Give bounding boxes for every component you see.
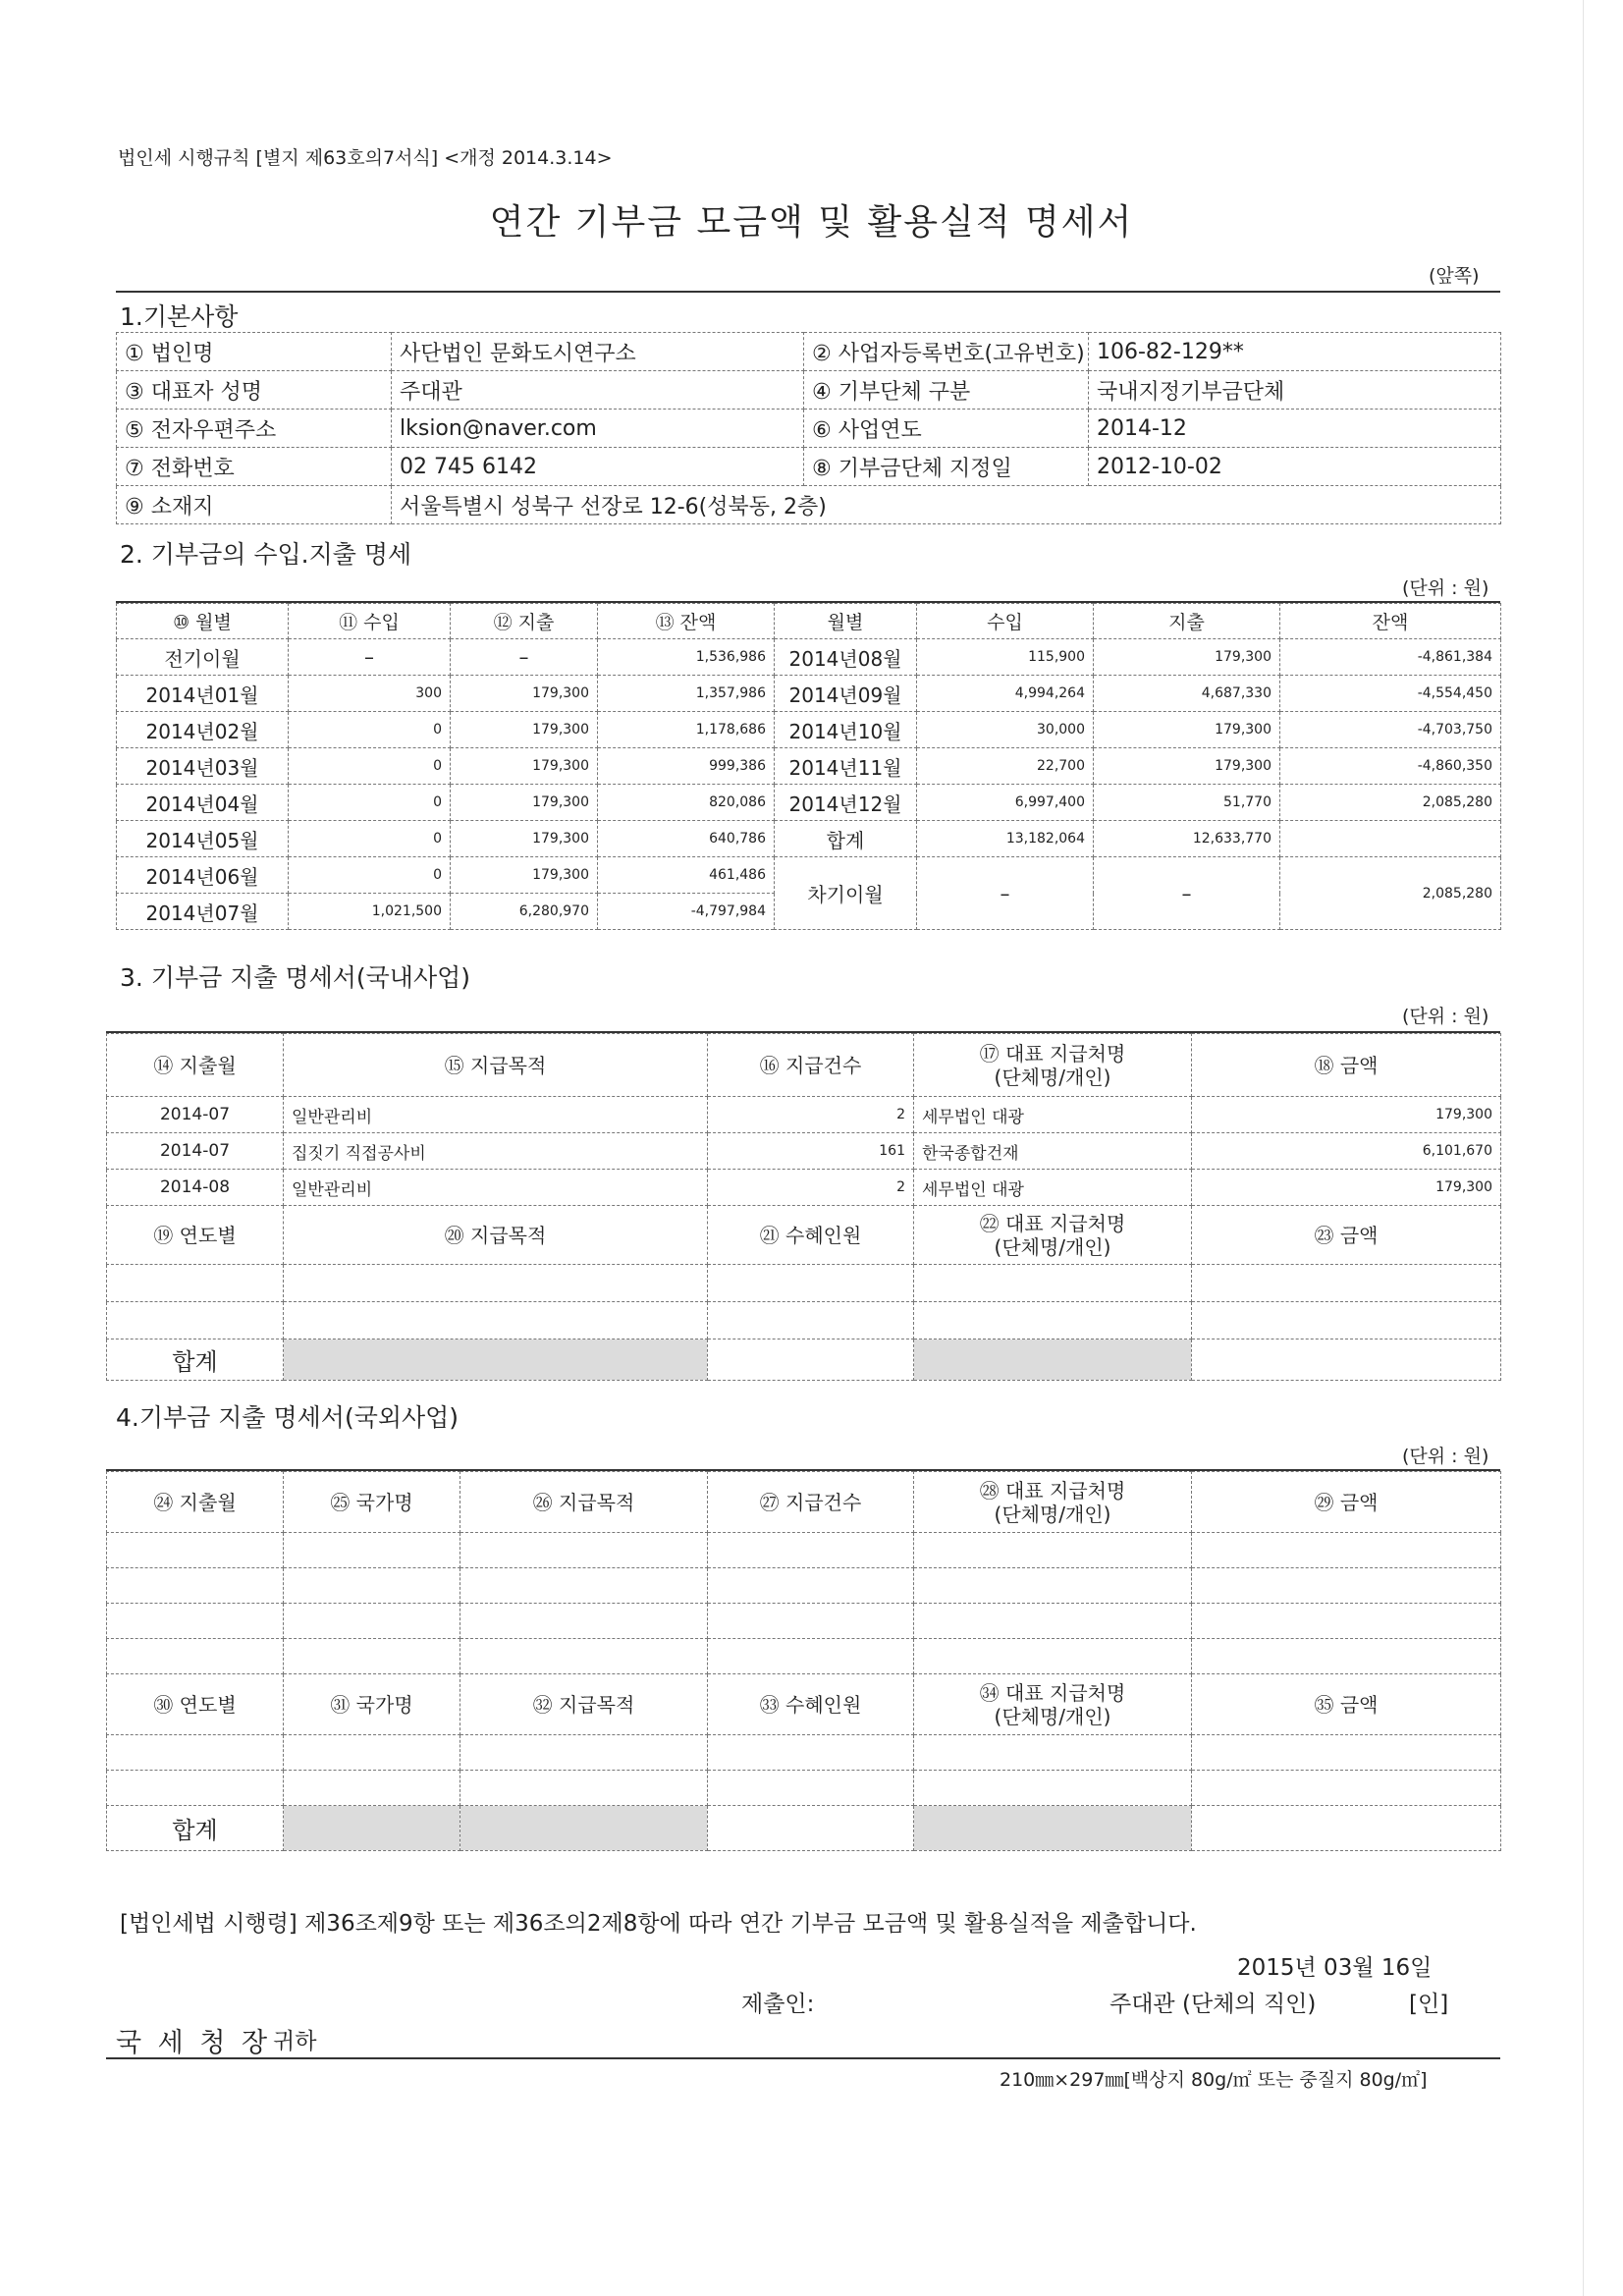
balance-cell: 1,536,986	[598, 639, 775, 676]
empty-cell	[1192, 1302, 1501, 1339]
payee-header: ㉞ 대표 지급처명	[979, 1680, 1126, 1705]
page-title: 연간 기부금 모금액 및 활용실적 명세서	[489, 202, 1134, 243]
balance-cell: 2,085,280	[1280, 785, 1501, 821]
paper-spec: 210㎜×297㎜[백상지 80g/㎡ 또는 중질지 80g/㎡]	[1000, 2069, 1428, 2091]
amount-cell: 6,101,670	[1192, 1133, 1501, 1170]
income-cell: 0	[289, 857, 451, 894]
empty-cell	[708, 1771, 914, 1806]
payee-cell: 세무법인 대광	[914, 1097, 1192, 1133]
expense-cell: 179,300	[451, 785, 598, 821]
empty-cell	[708, 1639, 914, 1674]
carry-forward-income: –	[917, 857, 1094, 930]
empty-cell	[1192, 1806, 1501, 1851]
field-value: lksion@naver.com	[392, 410, 804, 448]
section1-heading: 1.기본사항	[120, 302, 239, 331]
total-income: 13,182,064	[917, 821, 1094, 857]
field-value: 사단법인 문화도시연구소	[392, 333, 804, 371]
empty-cell	[708, 1568, 914, 1604]
empty-cell	[1192, 1339, 1501, 1381]
seal-mark: [인]	[1409, 1992, 1449, 2017]
expense-cell: 179,300	[1094, 639, 1280, 676]
col-header: ㉛ 국가명	[284, 1674, 460, 1735]
empty-cell	[107, 1302, 284, 1339]
empty-cell	[107, 1735, 284, 1771]
table-row	[117, 857, 1501, 894]
col-header	[914, 1472, 1192, 1533]
col-header: ㉗ 지급건수	[708, 1472, 914, 1533]
income-cell: 300	[289, 676, 451, 712]
unit-label: (단위 : 원)	[1402, 1006, 1489, 1027]
empty-cell	[284, 1735, 460, 1771]
payee-cell: 한국종합건재	[914, 1133, 1192, 1170]
field-label: ⑤ 전자우편주소	[117, 410, 392, 448]
field-value: 106-82-129**	[1089, 333, 1501, 371]
balance-cell: -4,861,384	[1280, 639, 1501, 676]
empty-cell	[284, 1639, 460, 1674]
col-header: 수입	[917, 604, 1094, 639]
empty-cell	[914, 1639, 1192, 1674]
col-header: ㉖ 지급목적	[460, 1472, 708, 1533]
payee-cell: 세무법인 대광	[914, 1170, 1192, 1206]
income-cell: 0	[289, 821, 451, 857]
empty-cell	[914, 1533, 1192, 1568]
empty-cell	[284, 1568, 460, 1604]
month-cell: 2014년01월	[117, 676, 289, 712]
table-header-row	[107, 1206, 1501, 1265]
form-reference: 법인세 시행규칙 [별지 제63호의7서식] <개정 2014.3.14>	[118, 147, 613, 169]
unit-label: (단위 : 원)	[1402, 577, 1489, 599]
count-cell: 2	[708, 1097, 914, 1133]
col-header: 잔액	[1280, 604, 1501, 639]
carry-forward-balance: 2,085,280	[1280, 857, 1501, 930]
balance-cell: -4,797,984	[598, 894, 775, 930]
table-header-row	[107, 1674, 1501, 1735]
section3-heading: 3. 기부금 지출 명세서(국내사업)	[120, 963, 471, 992]
total-label: 합계	[107, 1806, 284, 1851]
empty-cell	[284, 1604, 460, 1639]
expense-cell: 179,300	[451, 712, 598, 748]
count-cell: 161	[708, 1133, 914, 1170]
table-row	[107, 1771, 1501, 1806]
col-header: ㉝ 수혜인원	[708, 1674, 914, 1735]
footer-rule	[106, 2057, 1500, 2059]
field-label: ② 사업자등록번호(고유번호)	[804, 333, 1089, 371]
expense-cell: 179,300	[451, 748, 598, 785]
table-row	[107, 1735, 1501, 1771]
col-header: ㉙ 금액	[1192, 1472, 1501, 1533]
month-cell: 2014년04월	[117, 785, 289, 821]
carry-forward-expense: –	[1094, 857, 1280, 930]
table-header-row	[107, 1034, 1501, 1097]
month-cell: 2014년10월	[775, 712, 917, 748]
empty-cell	[1192, 1568, 1501, 1604]
col-header: ⑭ 지출월	[107, 1034, 284, 1097]
expense-cell: 179,300	[1094, 748, 1280, 785]
total-row	[107, 1806, 1501, 1851]
total-expense: 12,633,770	[1094, 821, 1280, 857]
col-header: ⑳ 지급목적	[284, 1206, 708, 1265]
month-cell: 전기이월	[117, 639, 289, 676]
count-cell: 2	[708, 1170, 914, 1206]
table-row	[107, 1097, 1501, 1133]
empty-cell	[107, 1639, 284, 1674]
income-cell: 0	[289, 748, 451, 785]
empty-cell	[107, 1604, 284, 1639]
empty-cell	[460, 1771, 708, 1806]
income-cell: –	[289, 639, 451, 676]
field-label: ③ 대표자 성명	[117, 371, 392, 410]
basic-info-table	[116, 332, 1501, 524]
purpose-cell: 일반관리비	[284, 1097, 708, 1133]
balance-cell: -4,860,350	[1280, 748, 1501, 785]
submitter-label: 제출인:	[741, 1992, 815, 2017]
col-header: ㉟ 금액	[1192, 1674, 1501, 1735]
col-header: ㉓ 금액	[1192, 1206, 1501, 1265]
basic-info-row	[117, 333, 1501, 371]
col-header: ⑪ 수입	[289, 604, 451, 639]
income-cell: 0	[289, 712, 451, 748]
income-cell: 115,900	[917, 639, 1094, 676]
col-header: ㉜ 지급목적	[460, 1674, 708, 1735]
payee-header-sub: (단체명/개인)	[994, 1065, 1111, 1089]
unit-label: (단위 : 원)	[1402, 1446, 1489, 1467]
table-header-row	[107, 1472, 1501, 1533]
empty-cell	[107, 1265, 284, 1302]
col-header: ⑯ 지급건수	[708, 1034, 914, 1097]
month-cell: 2014년12월	[775, 785, 917, 821]
purpose-cell: 집짓기 직접공사비	[284, 1133, 708, 1170]
carry-forward-label: 차기이월	[775, 857, 917, 930]
section4-heading: 4.기부금 지출 명세서(국외사업)	[116, 1403, 460, 1432]
expense-cell: 4,687,330	[1094, 676, 1280, 712]
empty-cell	[914, 1568, 1192, 1604]
submission-date: 2015년 03월 16일	[1237, 1955, 1433, 1981]
field-label: ⑦ 전화번호	[117, 448, 392, 486]
empty-cell	[708, 1735, 914, 1771]
col-header: ㉚ 연도별	[107, 1674, 284, 1735]
recipient: 국 세 청 장	[116, 2028, 272, 2058]
payee-header: ㉒ 대표 지급처명	[979, 1211, 1126, 1235]
income-cell: 30,000	[917, 712, 1094, 748]
expense-cell: 51,770	[1094, 785, 1280, 821]
empty-cell	[914, 1771, 1192, 1806]
shaded-cell	[914, 1339, 1192, 1381]
col-header: ⑮ 지급목적	[284, 1034, 708, 1097]
field-label: ⑥ 사업연도	[804, 410, 1089, 448]
empty-cell	[284, 1302, 708, 1339]
table-row	[107, 1265, 1501, 1302]
payee-header: ⑰ 대표 지급처명	[979, 1041, 1126, 1066]
empty-cell	[914, 1302, 1192, 1339]
shaded-cell	[284, 1339, 708, 1381]
balance-cell: -4,703,750	[1280, 712, 1501, 748]
empty-cell	[107, 1568, 284, 1604]
total-balance	[1280, 821, 1501, 857]
submitter-name: 주대관 (단체의 직인)	[1109, 1992, 1317, 2017]
month-cell: 2014-07	[107, 1097, 284, 1133]
month-cell: 2014년08월	[775, 639, 917, 676]
expense-cell: 6,280,970	[451, 894, 598, 930]
month-cell: 2014년05월	[117, 821, 289, 857]
field-value: 2012-10-02	[1089, 448, 1501, 486]
shaded-cell	[460, 1806, 708, 1851]
empty-cell	[460, 1604, 708, 1639]
col-header	[914, 1674, 1192, 1735]
month-cell: 2014년11월	[775, 748, 917, 785]
address-value: 서울특별시 성북구 선장로 12-6(성북동, 2층)	[392, 486, 1501, 524]
total-label: 합계	[775, 821, 917, 857]
table-row	[107, 1639, 1501, 1674]
empty-cell	[460, 1735, 708, 1771]
balance-cell: 1,178,686	[598, 712, 775, 748]
income-cell: 4,994,264	[917, 676, 1094, 712]
amount-cell: 179,300	[1192, 1097, 1501, 1133]
empty-cell	[1192, 1604, 1501, 1639]
table-row	[107, 1170, 1501, 1206]
basic-info-row	[117, 410, 1501, 448]
expense-cell: 179,300	[451, 676, 598, 712]
income-cell: 0	[289, 785, 451, 821]
basic-info-row	[117, 448, 1501, 486]
total-row	[107, 1339, 1501, 1381]
expense-cell: –	[451, 639, 598, 676]
table-row	[117, 821, 1501, 857]
recipient-suffix: 귀하	[273, 2029, 317, 2054]
empty-cell	[284, 1533, 460, 1568]
empty-cell	[708, 1302, 914, 1339]
col-header: ⑲ 연도별	[107, 1206, 284, 1265]
month-cell: 2014년02월	[117, 712, 289, 748]
empty-cell	[1192, 1771, 1501, 1806]
balance-cell: -4,554,450	[1280, 676, 1501, 712]
income-cell: 1,021,500	[289, 894, 451, 930]
month-cell: 2014년03월	[117, 748, 289, 785]
month-cell: 2014-07	[107, 1133, 284, 1170]
section1-top-rule	[116, 291, 1500, 293]
month-cell: 2014년06월	[117, 857, 289, 894]
scan-edge	[1583, 0, 1584, 2296]
table-row	[107, 1604, 1501, 1639]
field-value: 주대관	[392, 371, 804, 410]
table-row	[117, 785, 1501, 821]
table-row	[117, 712, 1501, 748]
balance-cell: 820,086	[598, 785, 775, 821]
section2-heading: 2. 기부금의 수입.지출 명세	[120, 540, 412, 569]
empty-cell	[914, 1604, 1192, 1639]
domestic-expense-table	[106, 1033, 1501, 1381]
basic-info-row	[117, 371, 1501, 410]
empty-cell	[460, 1568, 708, 1604]
table-row	[107, 1533, 1501, 1568]
empty-cell	[107, 1771, 284, 1806]
col-header: ⑱ 금액	[1192, 1034, 1501, 1097]
col-header: ⑫ 지출	[451, 604, 598, 639]
empty-cell	[708, 1806, 914, 1851]
balance-cell: 999,386	[598, 748, 775, 785]
empty-cell	[1192, 1265, 1501, 1302]
empty-cell	[1192, 1735, 1501, 1771]
table-row	[107, 1568, 1501, 1604]
empty-cell	[1192, 1639, 1501, 1674]
table-row	[117, 676, 1501, 712]
empty-cell	[1192, 1533, 1501, 1568]
table-row	[107, 1302, 1501, 1339]
submission-statement: [법인세법 시행령] 제36조제9항 또는 제36조의2제8항에 따라 연간 기부금 모금액 및 활용실적을 제출합니다.	[120, 1911, 1197, 1937]
field-value: 국내지정기부금단체	[1089, 371, 1501, 410]
balance-cell: 461,486	[598, 857, 775, 894]
empty-cell	[708, 1265, 914, 1302]
empty-cell	[284, 1265, 708, 1302]
empty-cell	[708, 1604, 914, 1639]
basic-info-row	[117, 486, 1501, 524]
empty-cell	[460, 1639, 708, 1674]
field-value: 2014-12	[1089, 410, 1501, 448]
shaded-cell	[914, 1806, 1192, 1851]
purpose-cell: 일반관리비	[284, 1170, 708, 1206]
income-expense-table	[116, 603, 1501, 930]
col-header: ⑩ 월별	[117, 604, 289, 639]
field-label: ④ 기부단체 구분	[804, 371, 1089, 410]
expense-cell: 179,300	[451, 821, 598, 857]
col-header: 월별	[775, 604, 917, 639]
empty-cell	[708, 1533, 914, 1568]
col-header: ㉕ 국가명	[284, 1472, 460, 1533]
expense-cell: 179,300	[1094, 712, 1280, 748]
col-header	[914, 1206, 1192, 1265]
field-label: ⑧ 기부금단체 지정일	[804, 448, 1089, 486]
col-header	[914, 1034, 1192, 1097]
total-label: 합계	[107, 1339, 284, 1381]
front-side-label: (앞쪽)	[1429, 265, 1480, 287]
field-label: ① 법인명	[117, 333, 392, 371]
expense-cell: 179,300	[451, 857, 598, 894]
field-value: 02 745 6142	[392, 448, 804, 486]
empty-cell	[284, 1771, 460, 1806]
empty-cell	[708, 1339, 914, 1381]
payee-header: ㉘ 대표 지급처명	[979, 1478, 1126, 1503]
overseas-expense-table	[106, 1471, 1501, 1851]
col-header: ⑬ 잔액	[598, 604, 775, 639]
payee-header-sub: (단체명/개인)	[994, 1502, 1111, 1526]
empty-cell	[460, 1533, 708, 1568]
field-label: ⑨ 소재지	[117, 486, 392, 524]
income-cell: 22,700	[917, 748, 1094, 785]
payee-header-sub: (단체명/개인)	[994, 1234, 1111, 1259]
col-header: ㉔ 지출월	[107, 1472, 284, 1533]
amount-cell: 179,300	[1192, 1170, 1501, 1206]
col-header: 지출	[1094, 604, 1280, 639]
table-header-row	[117, 604, 1501, 639]
balance-cell: 640,786	[598, 821, 775, 857]
table-row	[117, 748, 1501, 785]
empty-cell	[914, 1735, 1192, 1771]
income-cell: 6,997,400	[917, 785, 1094, 821]
month-cell: 2014년09월	[775, 676, 917, 712]
payee-header-sub: (단체명/개인)	[994, 1704, 1111, 1728]
shaded-cell	[284, 1806, 460, 1851]
month-cell: 2014-08	[107, 1170, 284, 1206]
month-cell: 2014년07월	[117, 894, 289, 930]
empty-cell	[914, 1265, 1192, 1302]
empty-cell	[107, 1533, 284, 1568]
table-row	[107, 1133, 1501, 1170]
table-row	[117, 639, 1501, 676]
col-header: ㉑ 수혜인원	[708, 1206, 914, 1265]
balance-cell: 1,357,986	[598, 676, 775, 712]
